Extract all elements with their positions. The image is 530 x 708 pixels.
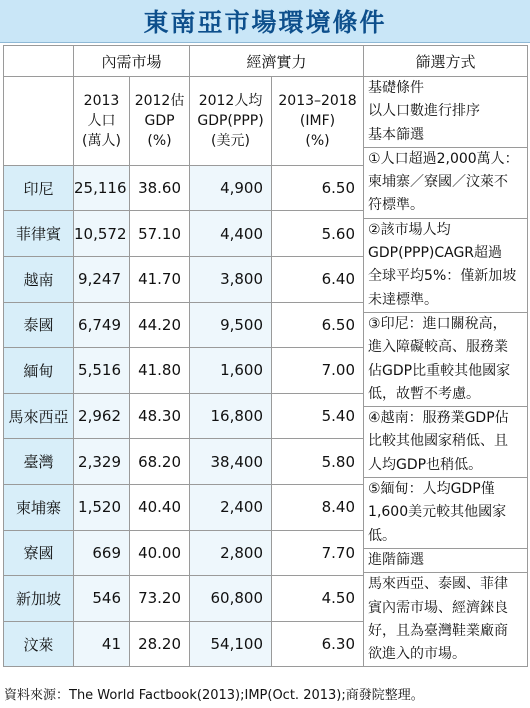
gdp-per-capita-value: 60,800 [190, 576, 272, 622]
growth-value: 7.70 [272, 530, 364, 576]
source-note: 資料來源：The World Factbook(2013);IMP(Oct. 2013);商發院整理。 [4, 688, 424, 703]
growth-value: 6.50 [272, 165, 364, 211]
country-name: 柬埔寨 [4, 484, 74, 530]
note-line: 好，且為臺灣鞋業廠商 [368, 622, 509, 639]
note-line: 基本篩選 [364, 124, 527, 148]
country-name: 泰國 [4, 302, 74, 348]
population-value: 546 [74, 576, 130, 622]
growth-value: 6.40 [272, 257, 364, 303]
note-line: 人均GDP也稍低。 [364, 454, 527, 478]
note-line: 比較其他國家稍低、且 [368, 433, 509, 450]
country-name: 印尼 [4, 165, 74, 211]
growth-value: 6.50 [272, 302, 364, 348]
growth-value: 5.60 [272, 211, 364, 257]
gdp-per-capita-value: 2,400 [190, 484, 272, 530]
gdp-share-value: 73.20 [130, 576, 190, 622]
note-line: 符標準。 [364, 194, 527, 218]
note-line: 基礎條件 [368, 80, 425, 96]
growth-value: 5.40 [272, 393, 364, 439]
growth-value: 5.80 [272, 439, 364, 485]
population-value: 41 [74, 621, 130, 667]
note-line: GDP(PPP)CAGR超過 [368, 245, 503, 262]
growth-value: 8.40 [272, 484, 364, 530]
gdp-per-capita-value: 3,800 [190, 257, 272, 303]
population-value: 5,516 [74, 348, 130, 394]
gdp-share-value: 38.60 [130, 165, 190, 211]
gdp-share-value: 41.80 [130, 348, 190, 394]
country-name: 寮國 [4, 530, 74, 576]
country-name: 新加坡 [4, 576, 74, 622]
column-header-line: GDP [144, 112, 175, 129]
gdp-per-capita-value: 38,400 [190, 439, 272, 485]
population-value: 2,962 [74, 393, 130, 439]
note-line: ②該市場人均 [368, 221, 451, 238]
column-header-population [74, 77, 130, 166]
column-header-line: 2013–2018 [278, 92, 357, 109]
population-value: 9,247 [74, 257, 130, 303]
column-header-growth [272, 77, 364, 166]
population-value: 6,749 [74, 302, 130, 348]
growth-value: 4.50 [272, 576, 364, 622]
group-screening: 篩選方式 [364, 46, 528, 77]
country-name: 汶萊 [4, 621, 74, 667]
column-header-gdp-per-capita [190, 77, 272, 166]
group-economic: 經濟實力 [190, 46, 364, 77]
gdp-per-capita-value: 2,800 [190, 530, 272, 576]
column-header-line: GDP(PPP) [197, 112, 264, 129]
column-header-gdp-share [130, 77, 190, 166]
country-name: 臺灣 [4, 439, 74, 485]
column-header-line: 2012估 [134, 92, 185, 109]
note-line: 以人口數進行排序 [368, 103, 481, 120]
note-line: 低，故暫不考慮。 [364, 383, 527, 407]
corner-cell [4, 46, 74, 77]
page-title: 東南亞市場環境條件 [143, 8, 387, 37]
gdp-per-capita-value: 4,900 [190, 165, 272, 211]
note-line: ③印尼：進口關稅高， [368, 315, 507, 332]
note-line: 進入障礙較高、服務業 [368, 339, 509, 356]
note-line: 全球平均5%：僅新加坡 [368, 268, 517, 285]
gdp-share-value: 41.70 [130, 257, 190, 303]
column-header-line: (%) [147, 132, 172, 149]
growth-value: 7.00 [272, 348, 364, 394]
population-value: 1,520 [74, 484, 130, 530]
gdp-per-capita-value: 54,100 [190, 621, 272, 667]
gdp-per-capita-value: 16,800 [190, 393, 272, 439]
gdp-per-capita-value: 1,600 [190, 348, 272, 394]
population-value: 2,329 [74, 439, 130, 485]
gdp-per-capita-value: 4,400 [190, 211, 272, 257]
note-line: 柬埔寨／寮國／汶萊不 [368, 174, 509, 191]
column-header-line: (IMF) [299, 112, 336, 129]
gdp-share-value: 40.40 [130, 484, 190, 530]
note-line: ④越南：服務業GDP佔 [368, 410, 509, 427]
column-header-line: (萬人) [82, 132, 121, 149]
gdp-share-value: 44.20 [130, 302, 190, 348]
note-line: ①人口超過2,000萬人： [368, 150, 519, 167]
note-line: 賓內需市場、經濟錸良 [368, 599, 509, 616]
note-line: 進階篩選 [364, 549, 527, 573]
note-line: 馬來西亞、泰國、菲律 [368, 576, 509, 593]
gdp-per-capita-value: 9,500 [190, 302, 272, 348]
population-value: 10,572 [74, 211, 130, 257]
note-line: 未達標準。 [364, 289, 527, 313]
market-table [3, 45, 528, 667]
corner-cell [4, 77, 74, 166]
gdp-share-value: 48.30 [130, 393, 190, 439]
screening-notes [364, 77, 528, 667]
note-line: ⑤緬甸：人均GDP僅 [368, 481, 495, 498]
country-name: 緬甸 [4, 348, 74, 394]
population-value: 669 [74, 530, 130, 576]
note-line: 佔GDP比重較其他國家 [368, 362, 511, 379]
gdp-share-value: 40.00 [130, 530, 190, 576]
country-name: 馬來西亞 [4, 393, 74, 439]
note-line: 1,600美元較其他國家 [368, 504, 507, 521]
growth-value: 6.30 [272, 621, 364, 667]
gdp-share-value: 57.10 [130, 211, 190, 257]
group-domestic: 內需市場 [74, 46, 190, 77]
column-header-line: 2013 [83, 92, 120, 109]
country-name: 越南 [4, 257, 74, 303]
note-line: 低。 [364, 525, 527, 549]
title-bar [0, 0, 530, 43]
country-name: 菲律賓 [4, 211, 74, 257]
column-header-line: (%) [305, 132, 330, 149]
column-header-line: (美元) [211, 132, 250, 149]
gdp-share-value: 68.20 [130, 439, 190, 485]
column-header-line: 人口 [87, 112, 116, 129]
gdp-share-value: 28.20 [130, 621, 190, 667]
population-value: 25,116 [74, 165, 130, 211]
note-line: 欲進入的市場。 [368, 646, 467, 663]
column-header-line: 2012人均 [198, 92, 263, 109]
